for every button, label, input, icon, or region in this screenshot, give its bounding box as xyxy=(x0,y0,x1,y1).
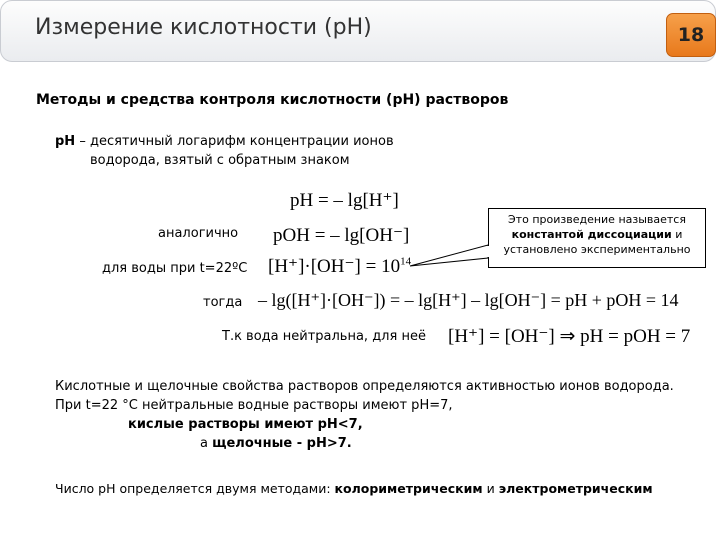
definition-term: рН xyxy=(55,134,76,149)
label-water: для воды при t=22ºC xyxy=(102,261,248,276)
callout-line-2-rest: и xyxy=(671,228,683,241)
body-methods-line xyxy=(55,481,653,496)
callout-term: константой диссоциации xyxy=(511,228,672,241)
callout-line-1: Это произведение называется xyxy=(508,213,686,226)
slide-number-badge: 18 xyxy=(666,13,716,57)
label-neutral: Т.к вода нейтральна, для неё xyxy=(222,329,426,344)
body-paragraph-2: При t=22 °С нейтральные водные растворы имеют рН=7, xyxy=(55,398,453,413)
callout-line-3: установлено экспериментально xyxy=(503,243,691,256)
body-alkaline-prefix: а xyxy=(200,436,213,451)
formula-neutral xyxy=(448,325,690,348)
implies-arrow-icon: ⇒ xyxy=(559,326,576,347)
formula-then: – lg([H⁺]·[OH⁻]) = – lg[H⁺] – lg[OH⁻] = pH + pOH = 14 xyxy=(258,290,679,310)
body-paragraph-1: Кислотные и щелочные свойства растворов определяются активностью ионов водорода. xyxy=(55,379,674,394)
definition-line-2: водорода, взятый с обратным знаком xyxy=(90,153,350,168)
method-electrometric: электрометрическим xyxy=(498,481,653,496)
formula-neutral-left: [H⁺] = [OH⁻] xyxy=(448,326,555,347)
label-analog: аналогично xyxy=(158,226,239,241)
slide-title: Измерение кислотности (рН) xyxy=(35,15,372,40)
body-alkaline-line xyxy=(200,436,352,451)
formula-kw-left: [H⁺]·[OH⁻] = 10 xyxy=(268,256,401,277)
formula-neutral-right: pH = pOH = 7 xyxy=(580,326,691,347)
methods-and: и xyxy=(482,481,499,496)
body-alkaline-bold: щелочные - рН>7. xyxy=(212,436,352,451)
methods-prefix: Число рН определяется двумя методами: xyxy=(55,481,335,496)
formula-ph: pH = – lg[H⁺] xyxy=(290,190,399,211)
label-then: тогда xyxy=(203,295,243,310)
body-acid-line: кислые растворы имеют рН<7, xyxy=(128,417,363,432)
section-subtitle: Методы и средства контроля кислотности (рН) растворов xyxy=(36,92,509,108)
definition-text-1: – десятичный логарифм концентрации ионов xyxy=(75,134,394,149)
formula-kw-exponent: 14 xyxy=(400,255,412,268)
method-colorimetric: колориметрическим xyxy=(334,481,483,496)
formula-poh: pOH = – lg[OH⁻] xyxy=(273,225,410,246)
